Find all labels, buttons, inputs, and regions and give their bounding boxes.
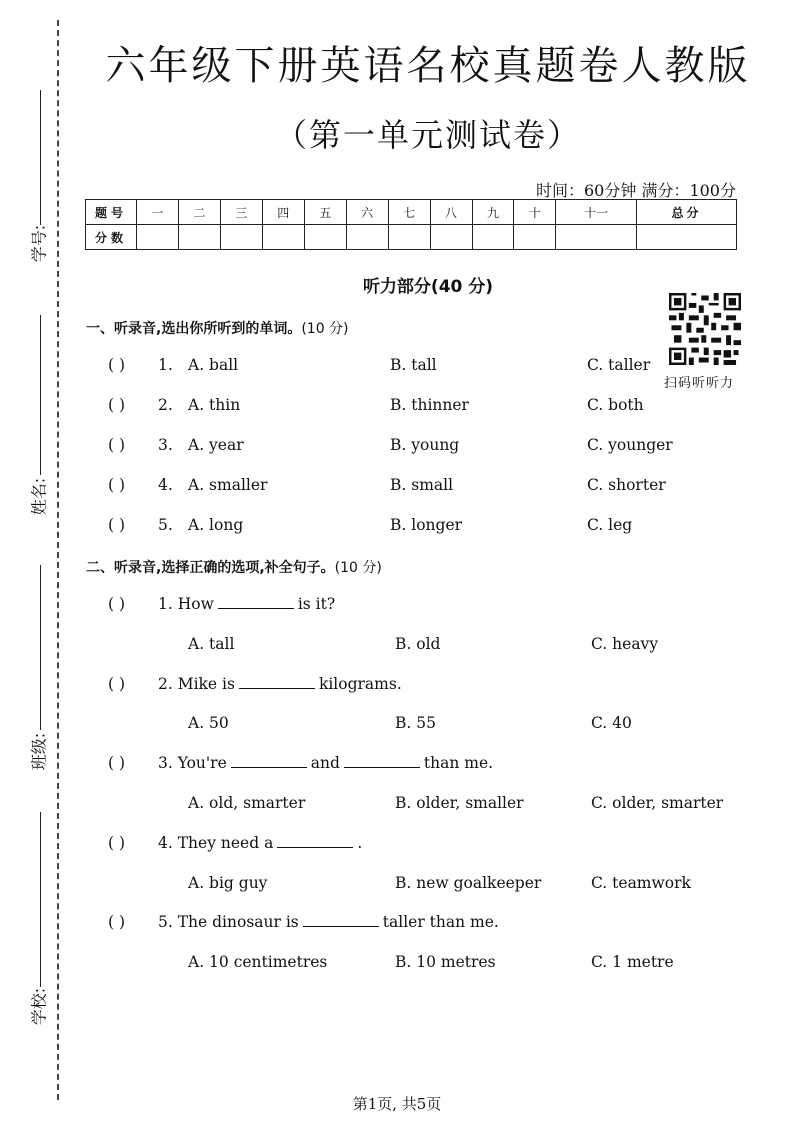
- score-cell[interactable]: [388, 225, 430, 250]
- section2-points: (10 分): [334, 560, 382, 576]
- answer-paren[interactable]: ( ): [108, 516, 126, 534]
- question-number: 4.: [158, 476, 173, 494]
- answer-paren[interactable]: ( ): [108, 476, 126, 494]
- score-cell[interactable]: [556, 225, 637, 250]
- score-cell[interactable]: [220, 225, 262, 250]
- score-cell[interactable]: [346, 225, 388, 250]
- option-c: C. teamwork: [591, 874, 691, 892]
- option-c: C. 1 metre: [591, 953, 674, 971]
- option-a: A. long: [188, 516, 244, 534]
- qr-caption: 扫码听听力: [664, 376, 735, 391]
- section2-options-2: [0, 714, 794, 736]
- option-c: C. shorter: [587, 476, 666, 494]
- option-b: B. thinner: [390, 396, 469, 414]
- question-stem: [158, 913, 499, 931]
- option-a: A. 10 centimetres: [188, 953, 328, 971]
- question-stem: [158, 754, 493, 772]
- fill-blank[interactable]: [344, 755, 420, 768]
- score-table-col: 七: [388, 200, 430, 225]
- option-a: A. thin: [188, 396, 241, 414]
- stem-pre: 1. How: [158, 595, 214, 613]
- score-cell[interactable]: [137, 225, 179, 250]
- section2-title: [86, 557, 382, 577]
- stem-pre: 4. They need a: [158, 834, 274, 852]
- score-cell[interactable]: [636, 225, 736, 250]
- option-a: A. 50: [188, 714, 229, 732]
- option-b: B. new goalkeeper: [395, 874, 542, 892]
- stem-pre: 2. Mike is: [158, 675, 235, 693]
- section1-question-5: [0, 516, 794, 538]
- option-c: C. younger: [587, 436, 673, 454]
- stem-mid2: than me.: [423, 754, 494, 772]
- section2-question-4: [0, 834, 794, 856]
- question-stem: [158, 834, 362, 852]
- section2-title-text: 二、听录音,选择正确的选项,补全句子。: [86, 560, 335, 576]
- score-cell[interactable]: [472, 225, 514, 250]
- score-cell[interactable]: [514, 225, 556, 250]
- score-table-col: 一: [137, 200, 179, 225]
- answer-paren[interactable]: ( ): [108, 675, 126, 693]
- option-a: A. ball: [188, 356, 239, 374]
- section1-question-3: [0, 436, 794, 458]
- page-title: 六年级下册英语名校真题卷人教版: [105, 43, 751, 89]
- option-c: C. both: [587, 396, 644, 414]
- score-table-col: 十: [514, 200, 556, 225]
- option-c: C. heavy: [591, 635, 659, 653]
- option-b: B. young: [390, 436, 460, 454]
- option-b: B. small: [390, 476, 454, 494]
- section2-options-4: [0, 874, 794, 896]
- time-info: 时间：60分钟 满分：100分: [536, 181, 736, 200]
- option-b: B. 55: [395, 714, 436, 732]
- answer-paren[interactable]: ( ): [108, 754, 126, 772]
- binding-dashed-line: [57, 20, 59, 1100]
- section2-options-1: [0, 635, 794, 657]
- option-c: C. leg: [587, 516, 633, 534]
- score-table-col: 四: [262, 200, 304, 225]
- stem-mid: taller than me.: [382, 913, 499, 931]
- score-table-col: 六: [346, 200, 388, 225]
- score-table: [85, 199, 737, 250]
- section1-points: (10 分): [301, 321, 349, 337]
- score-table-row2-label: 分数: [86, 225, 137, 250]
- qr-code-icon[interactable]: [669, 293, 741, 365]
- answer-paren[interactable]: ( ): [108, 913, 126, 931]
- option-a: A. old, smarter: [188, 794, 306, 812]
- answer-paren[interactable]: ( ): [108, 356, 126, 374]
- option-b: B. 10 metres: [395, 953, 496, 971]
- section2-options-3: [0, 794, 794, 816]
- answer-paren[interactable]: ( ): [108, 595, 126, 613]
- score-table-col: 三: [220, 200, 262, 225]
- option-b: B. old: [395, 635, 441, 653]
- section2-options-5: [0, 953, 794, 975]
- option-b: B. tall: [390, 356, 437, 374]
- stem-mid: .: [357, 834, 363, 852]
- score-cell[interactable]: [430, 225, 472, 250]
- section2-question-5: [0, 913, 794, 935]
- score-table-col: 五: [304, 200, 346, 225]
- option-c: C. older, smarter: [591, 794, 724, 812]
- question-number: 5.: [158, 516, 173, 534]
- fill-blank[interactable]: [239, 676, 315, 689]
- fill-blank[interactable]: [218, 596, 294, 609]
- section2-question-2: [0, 675, 794, 697]
- score-cell[interactable]: [178, 225, 220, 250]
- option-b: B. longer: [390, 516, 463, 534]
- stem-pre: 3. You're: [158, 754, 227, 772]
- listening-heading: 听力部分(40 分): [362, 277, 494, 297]
- section1-question-4: [0, 476, 794, 498]
- fill-blank[interactable]: [231, 755, 307, 768]
- score-table-col: 八: [430, 200, 472, 225]
- option-c: C. taller: [587, 356, 651, 374]
- page-footer: 第1页, 共5页: [352, 1095, 442, 1113]
- section1-title: [86, 318, 349, 338]
- fill-blank[interactable]: [277, 835, 353, 848]
- stem-mid: is it?: [297, 595, 336, 613]
- section2-question-1: [0, 595, 794, 617]
- student-number-label: 学号:: [29, 224, 49, 263]
- option-a: A. tall: [188, 635, 235, 653]
- section2-question-3: [0, 754, 794, 776]
- score-table-col: 二: [178, 200, 220, 225]
- option-a: A. smaller: [188, 476, 268, 494]
- fill-blank[interactable]: [303, 914, 379, 927]
- name-label: 姓名:: [29, 477, 49, 516]
- page-subtitle: （第一单元测试卷）: [274, 116, 581, 154]
- option-a: A. year: [188, 436, 244, 454]
- score-table-col: 十一: [556, 200, 637, 225]
- section1-title-text: 一、听录音,选出你所听到的单词。: [86, 321, 302, 337]
- section1-question-1: [0, 356, 794, 378]
- score-table-col: 九: [472, 200, 514, 225]
- question-number: 3.: [158, 436, 173, 454]
- option-b: B. older, smaller: [395, 794, 524, 812]
- answer-paren[interactable]: ( ): [108, 436, 126, 454]
- stem-mid: kilograms.: [318, 675, 402, 693]
- score-table-score-row: [86, 225, 737, 250]
- school-label: 学校:: [29, 987, 49, 1026]
- score-cell[interactable]: [262, 225, 304, 250]
- question-stem: [158, 675, 402, 693]
- score-cell[interactable]: [304, 225, 346, 250]
- question-number: 1.: [158, 356, 173, 374]
- option-a: A. big guy: [188, 874, 268, 892]
- score-table-row1-label: 题号: [86, 200, 137, 225]
- section1-question-2: [0, 396, 794, 418]
- class-label: 班级:: [29, 732, 49, 771]
- question-stem: [158, 595, 335, 613]
- stem-pre: 5. The dinosaur is: [158, 913, 299, 931]
- question-number: 2.: [158, 396, 173, 414]
- option-c: C. 40: [591, 714, 632, 732]
- score-table-header-row: [86, 200, 737, 225]
- stem-mid: and: [310, 754, 340, 772]
- answer-paren[interactable]: ( ): [108, 396, 126, 414]
- answer-paren[interactable]: ( ): [108, 834, 126, 852]
- score-table-col: 总分: [636, 200, 736, 225]
- student-number-line: [40, 90, 41, 225]
